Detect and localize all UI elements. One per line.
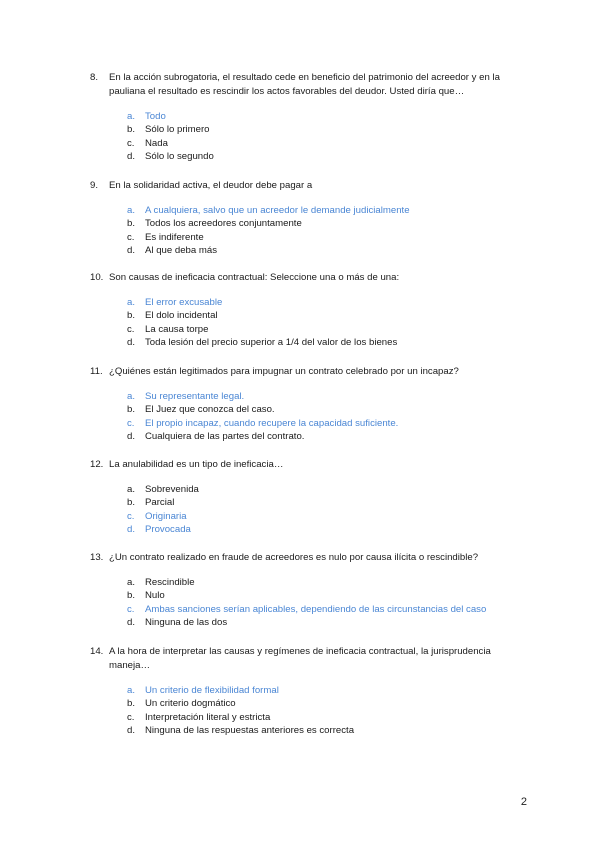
option-letter: c. <box>127 323 135 335</box>
answer-option <box>127 137 520 150</box>
option-text: Nada <box>145 137 168 149</box>
option-text: Sobrevenida <box>145 484 199 495</box>
answer-options <box>90 204 520 258</box>
answer-option <box>127 483 520 496</box>
question-stem <box>90 551 520 565</box>
option-letter: a. <box>127 484 136 495</box>
option-text: Cualquiera de las partes del contrato. <box>145 431 305 443</box>
question-number: 13. <box>90 552 104 563</box>
question-14 <box>90 645 520 738</box>
option-letter: c. <box>127 711 135 723</box>
answer-option <box>127 711 520 724</box>
answer-option <box>127 616 520 629</box>
option-text: Al que deba más <box>145 245 217 257</box>
question-stem <box>90 365 520 379</box>
answer-option <box>127 496 520 509</box>
option-letter: c. <box>127 603 135 615</box>
option-text: Ambas sanciones serían aplicables, dependiendo de las circunstancias del caso <box>145 603 487 615</box>
option-text: Nulo <box>145 590 165 602</box>
option-letter: b. <box>127 590 136 602</box>
answer-option <box>127 244 520 257</box>
answer-option <box>127 336 520 349</box>
option-letter: a. <box>127 205 136 216</box>
option-letter: a. <box>127 297 136 308</box>
option-text: Provocada <box>145 524 191 536</box>
option-letter: a. <box>127 391 136 402</box>
answer-option <box>127 523 520 536</box>
option-text: Interpretación literal y estricta <box>145 711 271 723</box>
option-text: Todos los acreedores conjuntamente <box>145 218 302 230</box>
option-letter: d. <box>127 337 136 349</box>
option-text: Ninguna de las respuestas anteriores es correcta <box>145 725 355 737</box>
question-9 <box>90 179 520 258</box>
option-text: Parcial <box>145 497 175 509</box>
answer-option <box>127 204 520 217</box>
option-text: Ninguna de las dos <box>145 617 228 629</box>
option-text: A cualquiera, salvo que un acreedor le demande judicialmente <box>145 205 410 216</box>
answer-option <box>127 217 520 230</box>
question-stem <box>90 458 520 472</box>
question-number: 11. <box>90 366 103 377</box>
option-text: Originaria <box>145 510 187 522</box>
option-text: Un criterio de flexibilidad formal <box>145 685 279 696</box>
option-letter: d. <box>127 524 136 536</box>
option-text: El error excusable <box>145 297 223 308</box>
option-text: El Juez que conozca del caso. <box>145 404 275 416</box>
question-number: 12. <box>90 459 104 470</box>
answer-option <box>127 576 520 589</box>
question-number: 8. <box>90 72 99 83</box>
answer-option <box>127 684 520 697</box>
question-8 <box>90 71 520 164</box>
option-text: Rescindible <box>145 577 195 588</box>
option-letter: c. <box>127 231 135 243</box>
option-letter: b. <box>127 497 136 509</box>
option-letter: b. <box>127 404 136 416</box>
question-text: ¿Un contrato realizado en fraude de acreedores es nulo por causa ilícita o rescindible? <box>109 552 479 563</box>
question-stem <box>90 271 520 285</box>
answer-option <box>127 603 520 616</box>
question-number: 10. <box>90 272 104 283</box>
option-letter: b. <box>127 310 136 322</box>
question-stem <box>90 179 520 193</box>
answer-option <box>127 323 520 336</box>
option-letter: a. <box>127 111 136 122</box>
answer-options <box>90 483 520 537</box>
question-11 <box>90 365 520 444</box>
option-letter: d. <box>127 725 136 737</box>
answer-option <box>127 403 520 416</box>
answer-option <box>127 110 520 123</box>
option-letter: b. <box>127 124 136 136</box>
answer-option <box>127 309 520 322</box>
question-text: Son causas de ineficacia contractual: Seleccione una o más de una: <box>109 272 400 283</box>
answer-option <box>127 417 520 430</box>
answer-option <box>127 589 520 602</box>
option-letter: a. <box>127 577 136 588</box>
answer-options <box>90 390 520 444</box>
option-letter: d. <box>127 245 136 257</box>
answer-options <box>90 684 520 738</box>
option-text: Toda lesión del precio superior a 1/4 del valor de los bienes <box>145 337 398 349</box>
question-number: 14. <box>90 646 104 657</box>
option-text: Su representante legal. <box>145 391 245 402</box>
option-text: La causa torpe <box>145 323 209 335</box>
option-letter: d. <box>127 151 136 163</box>
option-letter: b. <box>127 698 136 710</box>
answer-options <box>90 110 520 164</box>
answer-option <box>127 697 520 710</box>
answer-option <box>127 390 520 403</box>
answer-option <box>127 724 520 737</box>
answer-option <box>127 430 520 443</box>
answer-option <box>127 150 520 163</box>
option-letter: b. <box>127 218 136 230</box>
option-letter: c. <box>127 417 135 429</box>
question-13 <box>90 551 520 630</box>
question-stem <box>90 71 520 99</box>
option-text: El propio incapaz, cuando recupere la capacidad suficiente. <box>145 417 399 429</box>
question-stem <box>90 645 520 673</box>
answer-option <box>127 123 520 136</box>
option-text: Todo <box>145 111 166 122</box>
option-letter: c. <box>127 137 135 149</box>
question-text: La anulabilidad es un tipo de ineficacia… <box>109 459 284 470</box>
answer-option <box>127 231 520 244</box>
option-letter: d. <box>127 617 136 629</box>
option-text: Sólo lo primero <box>145 124 210 136</box>
question-10 <box>90 271 520 350</box>
option-letter: c. <box>127 510 135 522</box>
answer-option <box>127 510 520 523</box>
answer-option <box>127 296 520 309</box>
question-text: A la hora de interpretar las causas y regímenes de ineficacia contractual, la jurisprudencia maneja… <box>109 646 491 671</box>
option-text: Sólo lo segundo <box>145 151 214 163</box>
option-letter: d. <box>127 431 136 443</box>
answer-options <box>90 296 520 350</box>
page-number: 2 <box>520 796 527 808</box>
option-text: Es indiferente <box>145 231 204 243</box>
question-text: En la acción subrogatoria, el resultado cede en beneficio del patrimonio del acreedor y en la pauliana el resultado es rescindir los actos favorables del deudor. Usted diría que… <box>109 72 500 97</box>
option-letter: a. <box>127 685 136 696</box>
question-number: 9. <box>90 180 99 191</box>
option-text: Un criterio dogmático <box>145 698 236 710</box>
answer-options <box>90 576 520 630</box>
question-text: En la solidaridad activa, el deudor debe pagar a <box>109 180 313 191</box>
question-12 <box>90 458 520 537</box>
option-text: El dolo incidental <box>145 310 218 322</box>
question-text: ¿Quiénes están legitimados para impugnar un contrato celebrado por un incapaz? <box>109 366 459 377</box>
